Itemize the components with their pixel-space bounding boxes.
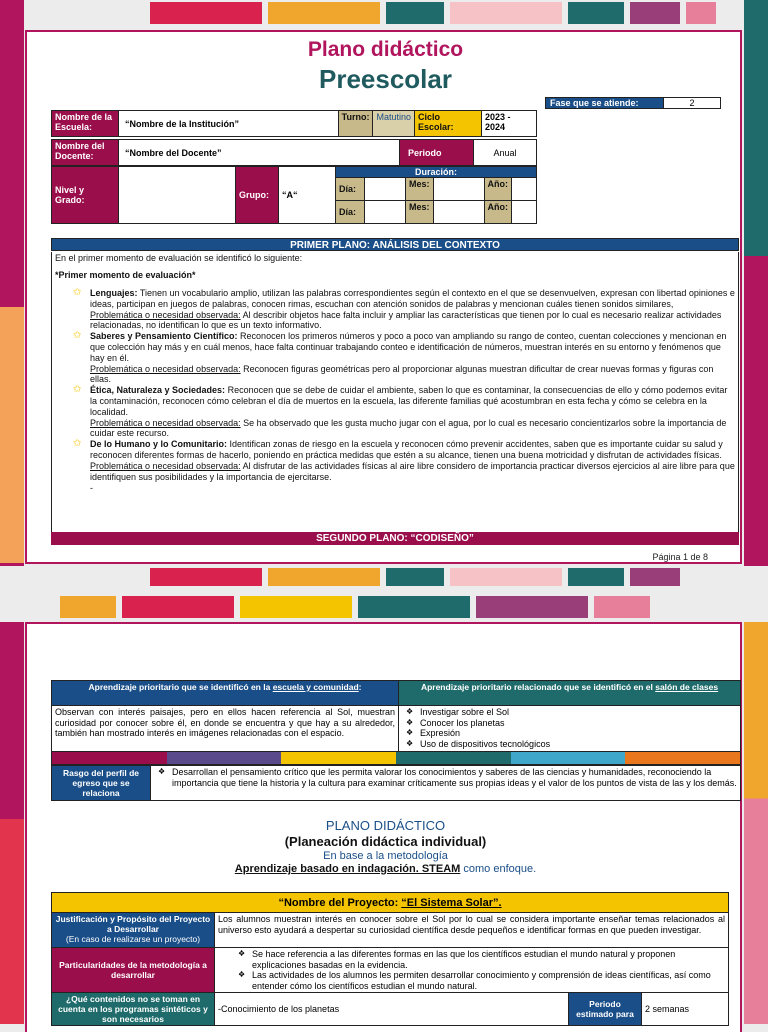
star-bullet-icon: ✩: [73, 287, 82, 298]
periodo-est-label: Periodo estimado para: [569, 993, 642, 1026]
contenidos-label: ¿Qué contenidos no se toman en cuenta en los programas sintéticos y son necesarios: [52, 993, 215, 1026]
rasgo-table: [51, 765, 741, 801]
rasgo-text: [151, 766, 741, 801]
mes-value-1: [433, 178, 484, 201]
decorative-banner-top: [0, 0, 768, 30]
aprendizaje-table: [51, 680, 741, 753]
fase-table: [545, 97, 721, 109]
star-bullet-icon: ✩: [73, 330, 82, 342]
section-1-header: PRIMER PLANO: ANÁLISIS DEL CONTEXTO: [51, 238, 739, 251]
ciclo-value: 2023 - 2024: [482, 111, 537, 137]
turno-label: Turno:: [338, 111, 373, 137]
context-analysis: [51, 252, 739, 532]
ano-label-2: Año:: [484, 201, 512, 224]
decorative-side-right: [744, 0, 768, 1024]
particularidades-label: Particularidades de la metodología a desarrollar: [52, 948, 215, 993]
aprendizaje-item: ❖ Uso de dispositivos tecnológicos: [420, 739, 737, 750]
particularidad-item: ❖ Las actividades de los alumnos les permiten desarrollar conocimiento y comprensión de ideas científicas, así como entender cómo los científicos estudian el mundo natural.: [252, 970, 725, 991]
plano-subtitle: (Planeación didáctica individual): [284, 834, 487, 849]
docente-table: [51, 139, 537, 166]
docente-label: Nombre del Docente:: [52, 140, 119, 166]
nivel-value: [119, 167, 236, 224]
star-bullet-icon: ✩: [73, 384, 82, 396]
metodo-line-2: [27, 863, 744, 875]
context-item: ✩ De lo Humano y lo Comunitario: Identifican zonas de riesgo en la escuela y reconocen cómo prevenir accidentes, saben que es importante cuidar su salud y reconocen diferentes formas de hacerlo, poniendo en práctica medidas que estén a su alcance, tienen una buena motricidad y disfrutan de actividades físicas. Problemática o necesidad observada: Al disfrutar de las actividades físicas al aire libre considero de importancia practicar diversos ejercicios al aire libre para que identifiquen sus posibilidades y la importancia de ejercitarse.: [73, 438, 735, 482]
document-page-1: [25, 30, 742, 564]
aprendizaje-item: ❖ Investigar sobre el Sol: [420, 707, 737, 718]
decorative-side-left: [0, 0, 24, 1024]
plano-title: PLANO DIDÁCTICO: [325, 818, 446, 833]
rasgo-item: ❖ Desarrollan el pensamiento crítico que les permita valorar los conocimientos y saberes de las ciencias y humanidades, reconociendo la importancia que tiene la historia y la cultura para examinar críticamente sus propias ideas y el valor de los puntos de vista de las y los demás.: [172, 767, 737, 788]
turno-value: Matutino: [373, 111, 415, 137]
aprendizaje-item: ❖ Expresión: [420, 728, 737, 739]
ano-value-1: [512, 178, 537, 201]
page-subtitle: Preescolar: [319, 64, 452, 94]
context-dash: -: [90, 483, 93, 494]
school-info-table: [51, 110, 537, 137]
context-intro: En el primer momento de evaluación se identificó lo siguiente:: [55, 253, 303, 263]
grupo-label: Grupo:: [236, 167, 279, 224]
rasgo-label: Rasgo del perfil de egreso que se relaciona: [52, 766, 151, 801]
grupo-value: “A“: [279, 167, 336, 224]
fase-value: 2: [664, 98, 721, 109]
metodo-line: En base a la metodología: [323, 850, 448, 862]
particularidad-item: ❖ Se hace referencia a las diferentes formas en las que los científicos estudian el mundo natural y proponen explicaciones basadas en la evidencia.: [252, 949, 725, 970]
docente-value: “Nombre del Docente”: [119, 140, 400, 166]
dia-label-2: Día:: [336, 201, 365, 224]
nivel-label: Nivel y Grado:: [52, 167, 119, 224]
dia-label-1: Día:: [336, 178, 365, 201]
mes-label-2: Mes:: [406, 201, 434, 224]
nivel-table: [51, 166, 537, 224]
aprendizaje-header-right: Aprendizaje prioritario relacionado que se identificó en el salón de clases: [399, 681, 741, 706]
context-momento: *Primer momento de evaluación*: [55, 270, 196, 280]
color-band: [51, 751, 741, 765]
justificacion-label: Justificación y Propósito del Proyecto a Desarrollar (En caso de realizarse un proyecto): [52, 913, 215, 948]
aprendizaje-right-list: [399, 706, 741, 753]
ciclo-label: Ciclo Escolar:: [415, 111, 482, 137]
mes-label-1: Mes:: [406, 178, 434, 201]
aprendizaje-left-text: Observan con interés paisajes, pero en ellos hacen referencia al Sol, muestran curiosidad por conocer sobre él, en donde se encuentra y que hay a su alrededor, también han mostrado interés en imágenes relacionadas con el espacio.: [52, 706, 399, 753]
periodo-value: Anual: [474, 140, 537, 166]
periodo-label: Periodo: [400, 140, 474, 166]
context-item: ✩ Saberes y Pensamiento Científico: Reconocen los primeros números y poco a poco van ampliando su rango de conteo, cuentan colecciones y mencionan en que colección hay más y en cuál menos, hace falta continuar trabajando conteo e identificación de números, muestran interés en su entorno y fenómenos que hay en él. Problemática o necesidad observada: Reconocen figuras geométricas pero al proporcionar algunas muestran dificultar de crear nuevas formas y figuras con ellas.: [73, 330, 727, 385]
mes-value-2: [433, 201, 484, 224]
escuela-label: Nombre de la Escuela:: [52, 111, 119, 137]
decorative-banner-middle: [0, 566, 768, 622]
section-2-header: SEGUNDO PLANO: “CODISEÑO”: [51, 532, 739, 545]
proyecto-table: [51, 892, 729, 1026]
metodo-name: Aprendizaje basado en indagación. STEAM: [234, 863, 461, 875]
aprendizaje-item: ❖ Conocer los planetas: [420, 718, 737, 729]
star-bullet-icon: ✩: [73, 438, 82, 450]
proyecto-header: “Nombre del Proyecto: “El Sistema Solar”.: [52, 893, 729, 913]
ano-value-2: [512, 201, 537, 224]
metodo-tail: como enfoque.: [460, 863, 537, 875]
fase-label: Fase que se atiende:: [546, 98, 664, 109]
page-number: Página 1 de 8: [652, 552, 708, 562]
document-page-2: [25, 622, 742, 1032]
ano-label-1: Año:: [484, 178, 512, 201]
context-items: [55, 288, 735, 482]
dia-value-1: [365, 178, 406, 201]
particularidades-list: [215, 948, 729, 993]
periodo-est-value: 2 semanas: [642, 993, 729, 1026]
escuela-value: “Nombre de la Institución”: [119, 111, 339, 137]
justificacion-text: Los alumnos muestran interés en conocer sobre el Sol por lo cual se considera importante enseñar temas relacionados al universo esto ayudará a despertar su curiosidad científica desde pequeños e identificar formas en que pueden investigar.: [215, 913, 729, 948]
context-item: ✩ Ética, Naturaleza y Sociedades: Reconocen que se debe de cuidar el ambiente, saben lo que es contaminar, la consecuencias de ello y cómo podemos evitar la contaminación, reconocen cómo celebran el día de muertos en la escuela, las diferente familias qué acostumbran en esta fecha y cómo se celebra en la localidad. Problemática o necesidad observada: Se ha observado que les gusta mucho jugar con el agua, por lo cual es necesario concientizarlos sobre la importancia de cuidar este recurso.: [73, 384, 728, 439]
aprendizaje-header-left: Aprendizaje prioritario que se identificó en la escuela y comunidad:: [52, 681, 399, 706]
contenidos-text: -Conocimiento de los planetas: [215, 993, 569, 1026]
duracion-label: Duración:: [336, 167, 537, 178]
dia-value-2: [365, 201, 406, 224]
page-title: Plano didáctico: [307, 38, 464, 61]
context-item: ✩ Lenguajes: Tienen un vocabulario amplio, utilizan las palabras correspondientes según el contexto en el que se desenvuelven, expresan con libertad opiniones e ideas, participan en juegos de palabras, conocen rimas, escuchan con atención sonidos de palabras y mencionan cuáles tienen sonidos similares, Problemática o necesidad observada: Al describir objetos hace falta incluir y ampliar las características que tienen por lo cual es necesario realizar actividades relacionadas, no identifican lo que es un texto informativo.: [73, 287, 735, 331]
